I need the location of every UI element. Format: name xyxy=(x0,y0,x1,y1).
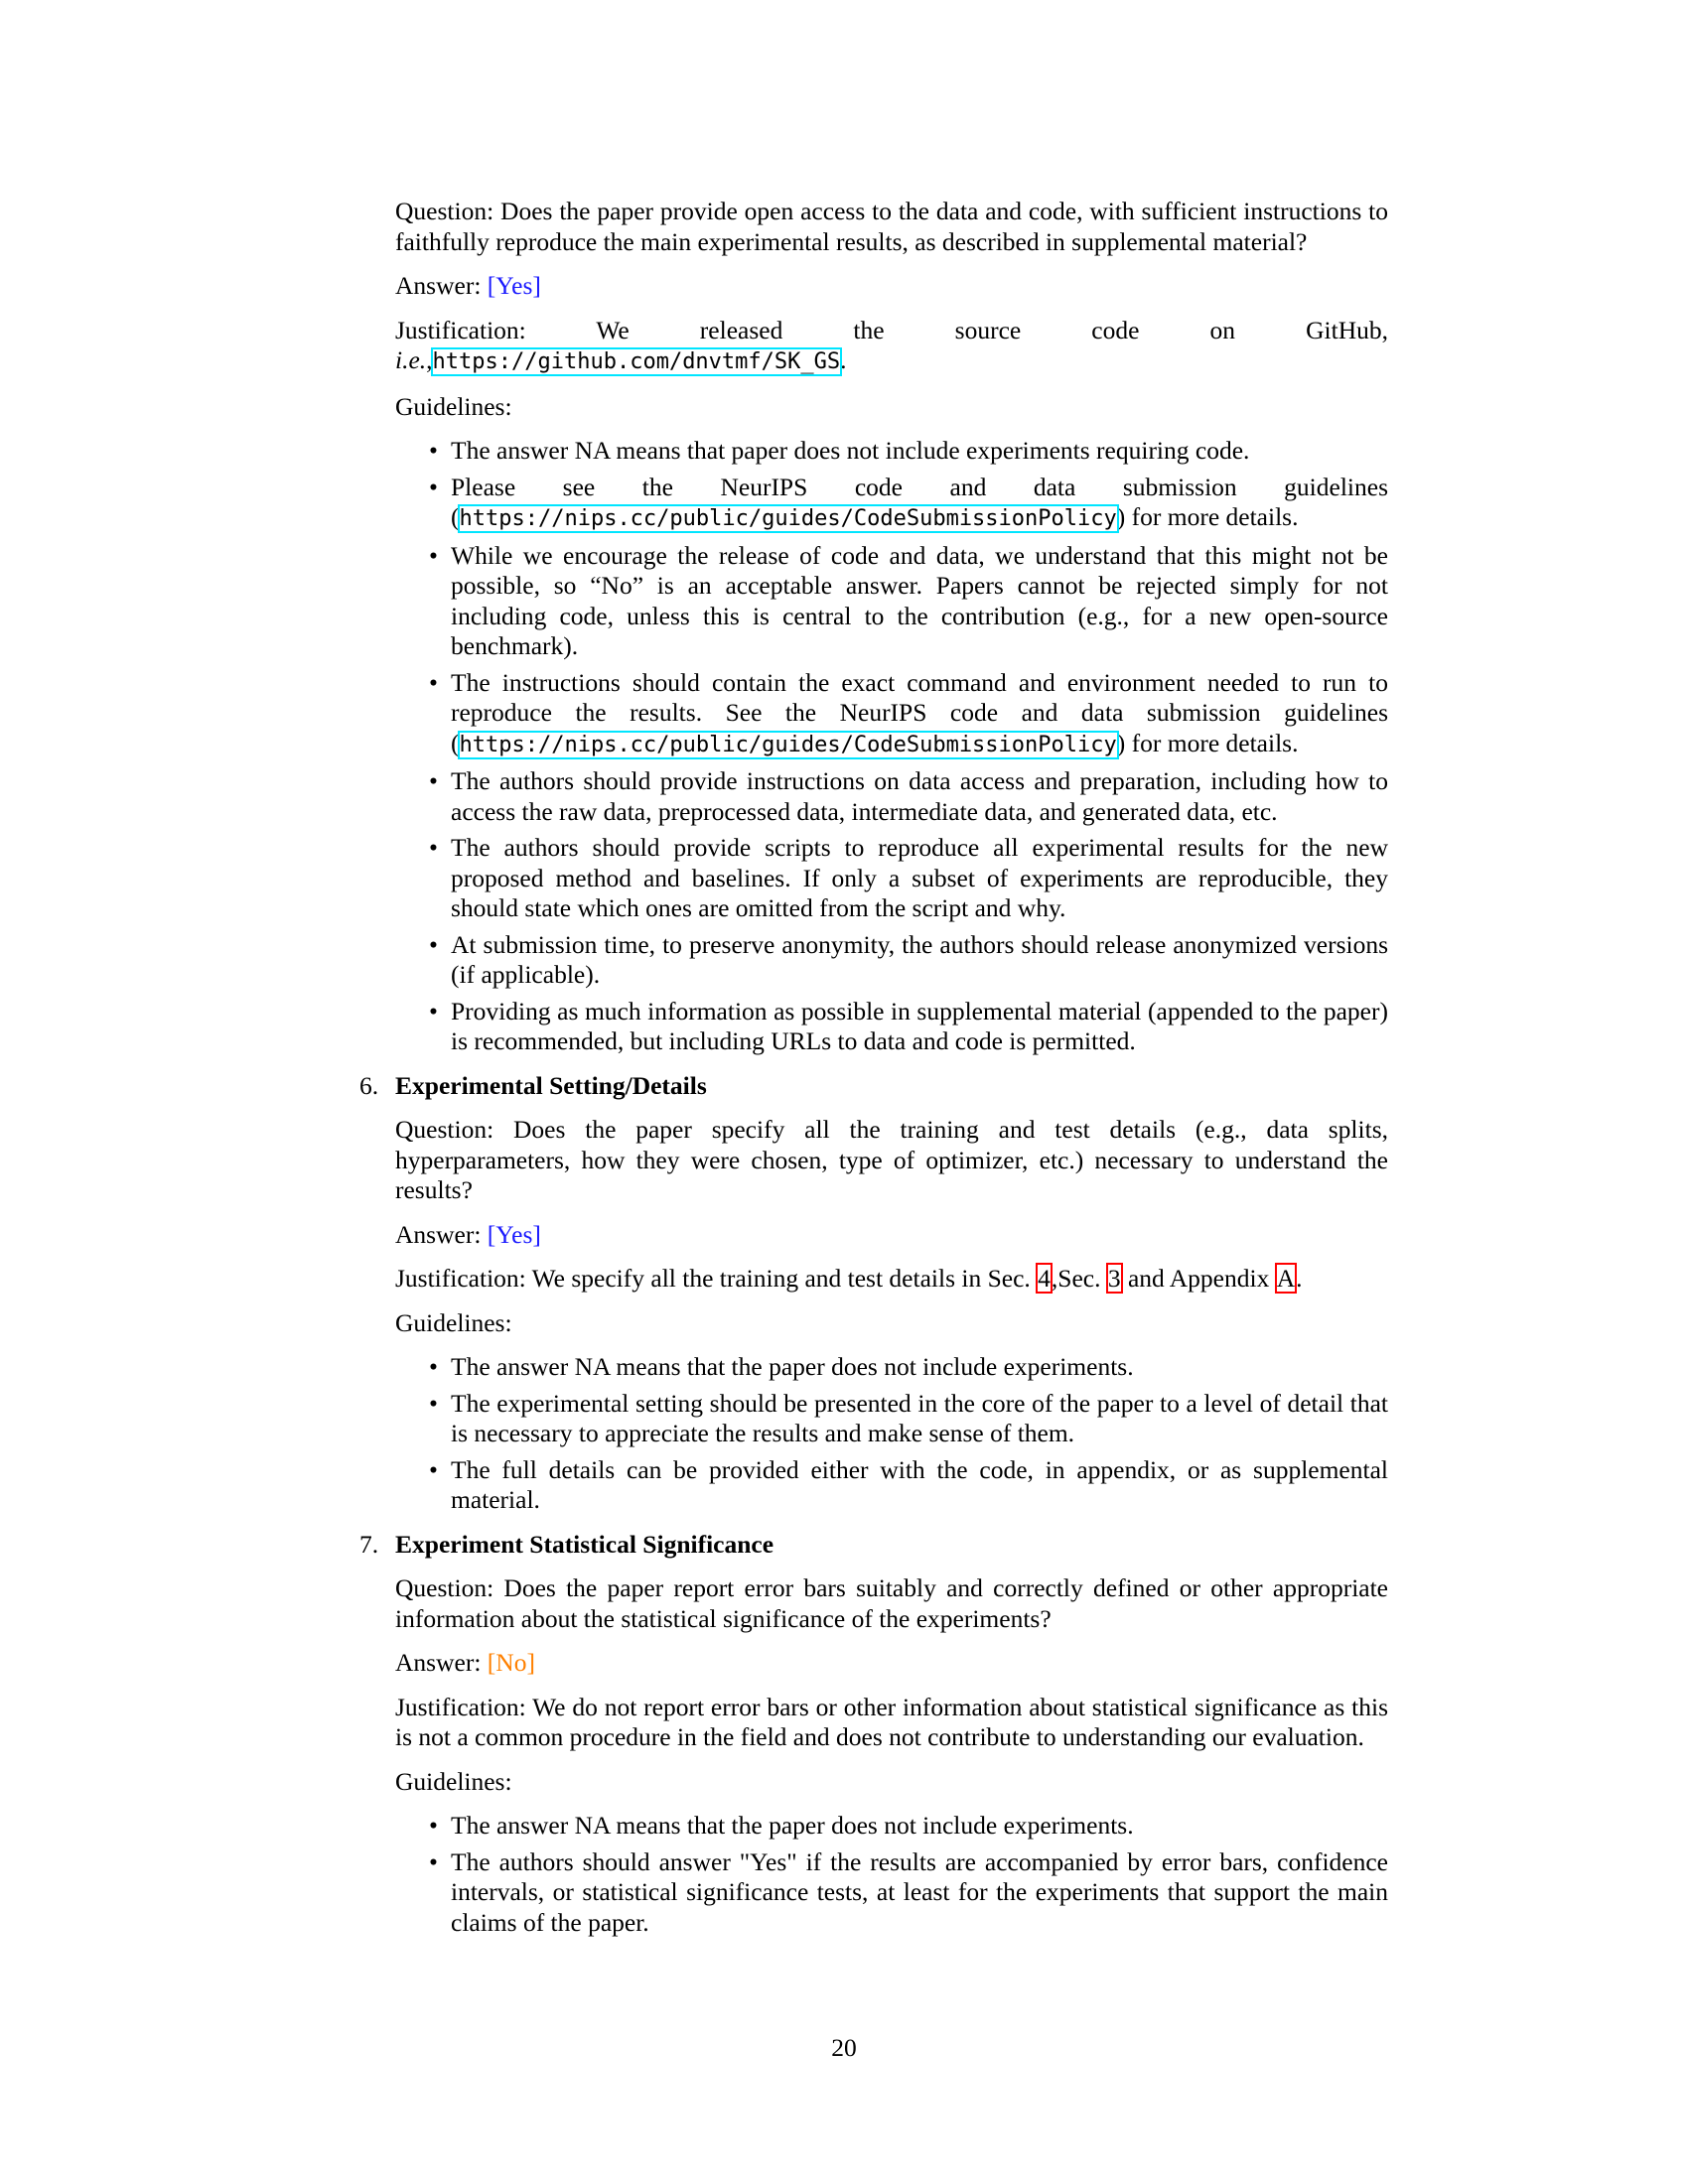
sec7-guideline-1: • The answer NA means that the paper does not include experiments. xyxy=(451,1811,1388,1842)
ref-sec-4-link[interactable]: 4 xyxy=(1038,1264,1051,1293)
sec5-answer-label: Answer: xyxy=(395,271,482,300)
sec5-justification-comma: , xyxy=(426,345,433,374)
sec6-heading xyxy=(359,1070,1388,1102)
sec6-guideline-1: • The answer NA means that the paper does not include experiments. xyxy=(451,1352,1388,1383)
sec6-justification-pre: Justification: We specify all the training and test details in Sec. xyxy=(395,1264,1031,1293)
sec5-guideline-6: • The authors should provide scripts to reproduce all experimental results for the new proposed method and baselines. If only a subset of experiments are reproducible, they should state which ones are omitted from the script and why. xyxy=(451,833,1388,924)
sec5-guideline-2-pre: Please see the NeurIPS code and data submission guidelines ( xyxy=(451,472,1388,531)
sec5-guideline-4 xyxy=(451,668,1388,761)
sec5-guideline-4-pre: The instructions should contain the exact command and environment needed to run to reproduce the results. See the NeurIPS code and data submission guidelines ( xyxy=(451,667,1388,757)
ref-sec-3-link[interactable]: 3 xyxy=(1107,1264,1121,1293)
sec5-guideline-2 xyxy=(451,473,1388,535)
sec6-justification-mid2: and Appendix xyxy=(1127,1264,1270,1293)
sec6-justification-end: . xyxy=(1296,1264,1303,1293)
sec5-justification-ie: i.e. xyxy=(395,345,427,374)
sec5-guideline-4-post: ) for more details. xyxy=(1116,728,1299,757)
sec5-justification-text: Justification: We released the source code on GitHub, xyxy=(395,315,1388,344)
sec7-guidelines-list xyxy=(395,1811,1388,1938)
sec6-title: Experimental Setting/Details xyxy=(395,1070,707,1100)
sec5-justification xyxy=(395,316,1388,378)
sec7-heading xyxy=(359,1529,1388,1561)
sec6-justification-mid1: ,Sec. xyxy=(1051,1264,1101,1293)
code-policy-link-2[interactable]: https://nips.cc/public/guides/CodeSubmissionPolicy xyxy=(459,732,1117,757)
code-policy-link-1[interactable]: https://nips.cc/public/guides/CodeSubmissionPolicy xyxy=(459,506,1117,531)
sec5-guideline-2-post: ) for more details. xyxy=(1116,502,1299,531)
sec7-guidelines-label: Guidelines: xyxy=(395,1766,512,1796)
sec7-answer-label: Answer: xyxy=(395,1648,482,1677)
sec5-guidelines-label: Guidelines: xyxy=(395,391,512,421)
sec5-answer-value: [Yes] xyxy=(487,271,541,300)
ref-appendix-a-link[interactable]: A xyxy=(1276,1264,1296,1293)
sec7-answer-value: [No] xyxy=(487,1648,535,1677)
checklist-content xyxy=(359,197,1388,1952)
sec7-question: Question: Does the paper report error bars suitably and correctly defined or other appropriate information about the statistical significance of the experiments? xyxy=(395,1573,1388,1633)
sec5-answer xyxy=(395,271,1388,302)
sec7-title: Experiment Statistical Significance xyxy=(395,1529,774,1559)
sec6-guideline-2: • The experimental setting should be presented in the core of the paper to a level of detail that is necessary to appreciate the results and make sense of them. xyxy=(451,1389,1388,1449)
sec6-question: Question: Does the paper specify all the training and test details (e.g., data splits, hyperparameters, how they were chosen, type of optimizer, etc.) necessary to understand the results? xyxy=(395,1115,1388,1204)
sec6-answer xyxy=(395,1220,1388,1251)
sec5-guideline-7: • At submission time, to preserve anonymity, the authors should release anonymized versions (if applicable). xyxy=(451,930,1388,991)
page-number: 20 xyxy=(831,2033,857,2062)
sec5-guideline-8: • Providing as much information as possible in supplemental material (appended to the paper) is recommended, but including URLs to data and code is permitted. xyxy=(451,997,1388,1057)
sec5-guideline-5: • The authors should provide instructions on data access and preparation, including how to access the raw data, preprocessed data, intermediate data, and generated data, etc. xyxy=(451,766,1388,827)
sec6-answer-label: Answer: xyxy=(395,1219,482,1249)
sec5-question: Question: Does the paper provide open access to the data and code, with sufficient instructions to faithfully reproduce the main experimental results, as described in supplemental material? xyxy=(395,197,1388,256)
sec7-answer xyxy=(395,1648,1388,1679)
github-url-link[interactable]: https://github.com/dnvtmf/SK_GS xyxy=(432,349,841,374)
sec6-guidelines-list xyxy=(395,1352,1388,1516)
sec6-answer-value: [Yes] xyxy=(487,1219,541,1249)
sec7-number: 7. xyxy=(359,1529,379,1559)
sec6-number: 6. xyxy=(359,1070,379,1100)
sec7-guideline-2: • The authors should answer "Yes" if the results are accompanied by error bars, confidence intervals, or statistical significance tests, at least for the experiments that support the main claims of the paper. xyxy=(451,1847,1388,1939)
sec6-guidelines-label: Guidelines: xyxy=(395,1307,512,1337)
sec5-guideline-3: • While we encourage the release of code and data, we understand that this might not be possible, so “No” is an acceptable answer. Papers cannot be rejected simply for not including code, unless this is central to the contribution (e.g., for a new open-source benchmark). xyxy=(451,541,1388,662)
sec5-justification-end: . xyxy=(840,345,847,374)
sec6-justification xyxy=(395,1264,1388,1295)
sec5-guidelines-list xyxy=(395,436,1388,1057)
sec6-guideline-3: • The full details can be provided either with the code, in appendix, or as supplemental material. xyxy=(451,1455,1388,1516)
sec7-justification: Justification: We do not report error bars or other information about statistical significance as this is not a common procedure in the field and does not contribute to understanding our evaluation. xyxy=(395,1692,1388,1751)
sec5-guideline-1: • The answer NA means that paper does not include experiments requiring code. xyxy=(451,436,1388,467)
